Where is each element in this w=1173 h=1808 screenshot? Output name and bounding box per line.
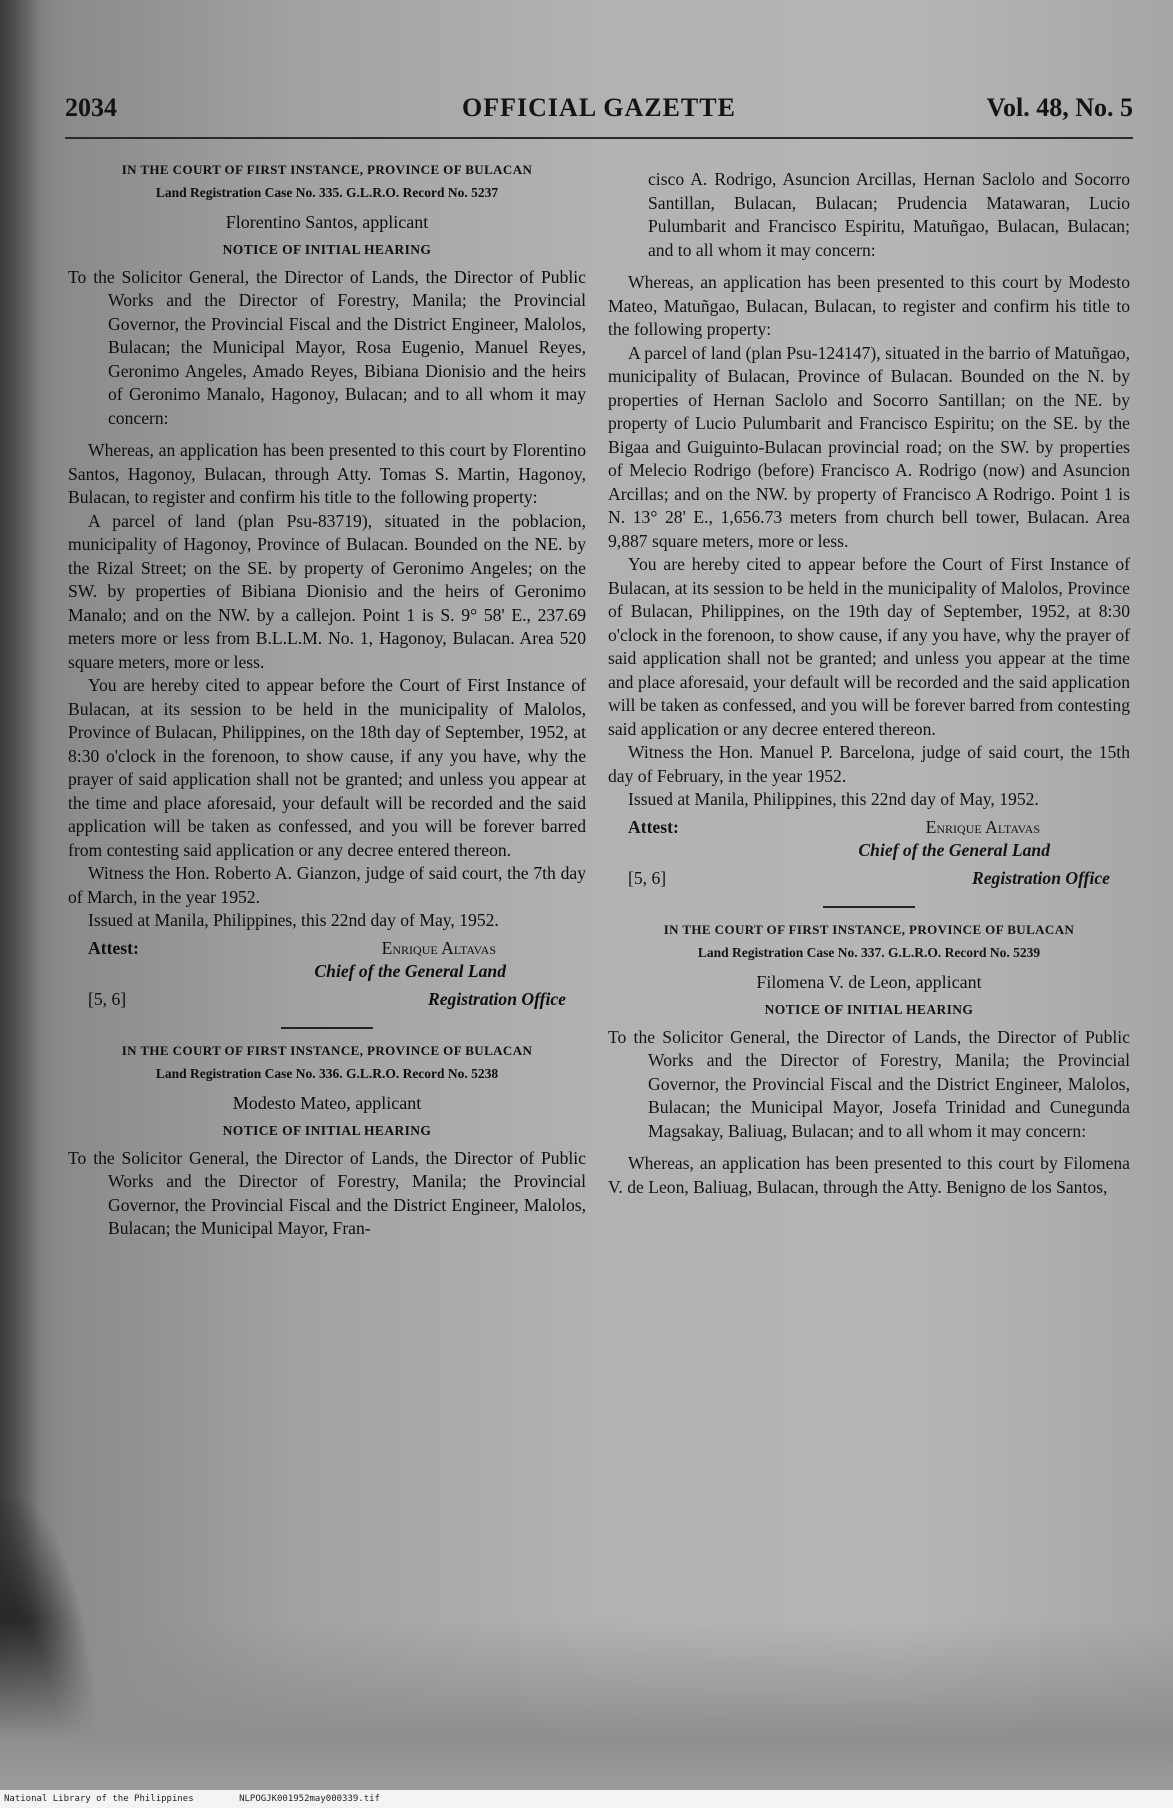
paragraph-citation: You are hereby cited to appear before the Court of First Instance of Bulacan, at its session to be held in the municipality of Malolos, Province of Bulacan, Philippines, on the 18th day of September, 1952, at 8:30 o'clock in the forenoon, to show cause, if any you have, why the prayer of said application shall not be granted; and unless you appear at the time and place aforesaid, your default will be recorded and the said application will be taken as confessed, and you will be forever barred from contesting said application or any decree entered thereon.	[68, 675, 586, 860]
attest-title-1: Chief of the General Land	[858, 840, 1050, 860]
publication-title: OFFICIAL GAZETTE	[462, 93, 736, 122]
notice-336	[68, 1043, 586, 1241]
page-number: 2034	[65, 93, 117, 122]
section-divider	[281, 1027, 373, 1029]
applicant-line: Modesto Mateo, applicant	[232, 1092, 422, 1113]
paragraph-issued: Issued at Manila, Philippines, this 22nd day of May, 1952.	[628, 789, 1039, 809]
paragraph-application: Whereas, an application has been presented to this court by Florentino Santos, Hagonoy, Bulacan, through Atty. Tomas S. Martin, Hagonoy, Bulacan, to register and confirm his title to the following property:	[68, 440, 586, 507]
footer-library: National Library of the Philippines	[4, 1794, 194, 1804]
attest-title-2: Registration Office	[972, 867, 1110, 888]
paragraph-application: Whereas, an application has been presented to this court by Filomena V. de Leon, Baliuag, Bulacan, through the Atty. Benigno de los Santos,	[608, 1153, 1130, 1197]
addressees-part-2: cisco A. Rodrigo, Asuncion Arcillas, Hernan Saclolo and Socorro Santillan, Bulacan, Bulacan; Prudencia Matawaran, Lucio Pulumbarit and Francisco Espiritu, Matuñgao, Bulacan, Bulacan; and to all whom it may concern:	[648, 169, 1130, 260]
addressees-part-1: To the Solicitor General, the Director of Lands, the Director of Public Works and the Director of Forestry, Manila; the Provincial Governor, the Provincial Fiscal and the District Engineer, Malolos, Bulacan; the Municipal Mayor, Fran-	[68, 1147, 586, 1238]
paragraph-property: A parcel of land (plan Psu-124147), situated in the barrio of Matuñgao, municipality of Bulacan, Province of Bulacan. Bounded on the N. by properties of Hernan Saclolo and Socorro Santillan; on the NE. by property of Lucio Pulumbarit and Francisco Espiritu; on the SE. by the Bigaa and Guiguinto-Bulacan provincial road; on the SW. by properties of Melecio Rodrigo (before) Francisco A. Rodrigo (now) and Asuncion Arcillas; and on the NW. by property of Francisco A Rodrigo. Point 1 is N. 13° 28' E., 1,656.73 meters from church bell tower, Bulacan. Area 9,887 square meters, more or less.	[608, 342, 1130, 551]
attest-name: Enrique Altavas	[925, 816, 1040, 837]
issue-ref: [5, 6]	[628, 867, 667, 888]
case-number: Land Registration Case No. 336. G.L.R.O. Record No. 5238	[155, 1066, 499, 1081]
case-number: Land Registration Case No. 337. G.L.R.O. Record No. 5239	[697, 945, 1041, 960]
left-column	[68, 158, 586, 1241]
paragraph-application: Whereas, an application has been presented to this court by Modesto Mateo, Matuñgao, Bulacan, Bulacan, to register and confirm his title to the following property:	[608, 272, 1130, 339]
attest-title-2: Registration Office	[428, 988, 566, 1009]
notice-335	[68, 162, 586, 1029]
notice-title: NOTICE OF INITIAL HEARING	[764, 1002, 974, 1017]
issue-ref: [5, 6]	[88, 988, 127, 1009]
paragraph-witness: Witness the Hon. Roberto A. Gianzon, judge of said court, the 7th day of March, in the year 1952.	[68, 863, 586, 907]
notice-title: NOTICE OF INITIAL HEARING	[222, 1123, 432, 1138]
attest-name: Enrique Altavas	[381, 937, 496, 958]
footer-file: NLPOGJK001952may000339.tif	[239, 1794, 380, 1804]
attest-label: Attest:	[88, 937, 139, 958]
volume-number: Vol. 48, No. 5	[986, 93, 1133, 122]
applicant-line: Florentino Santos, applicant	[225, 211, 429, 232]
header-rule	[65, 137, 1133, 139]
right-column	[608, 168, 1130, 1199]
paragraph-issued: Issued at Manila, Philippines, this 22nd day of May, 1952.	[88, 910, 499, 930]
applicant-line: Filomena V. de Leon, applicant	[756, 971, 982, 992]
scan-footer	[0, 1790, 1173, 1808]
scan-shadow-bottom	[0, 1620, 1173, 1790]
court-heading: IN THE COURT OF FIRST INSTANCE, PROVINCE OF BULACAN	[121, 1043, 533, 1058]
attest-block	[608, 816, 1130, 891]
paragraph-witness: Witness the Hon. Manuel P. Barcelona, judge of said court, the 15th day of February, in the year 1952.	[608, 742, 1130, 786]
notice-title: NOTICE OF INITIAL HEARING	[222, 242, 432, 257]
court-heading: IN THE COURT OF FIRST INSTANCE, PROVINCE OF BULACAN	[121, 162, 533, 177]
case-number: Land Registration Case No. 335. G.L.R.O. Record No. 5237	[155, 185, 499, 200]
attest-label: Attest:	[628, 816, 679, 837]
addressees: To the Solicitor General, the Director of Lands, the Director of Public Works and the Director of Forestry, Manila; the Provincial Governor, the Provincial Fiscal and the District Engineer, Malolos, Bulacan; the Municipal Mayor, Rosa Eugenio, Manuel Reyes, Geronimo Angeles, Amado Reyes, Bibiana Dionisio and the heirs of Geronimo Manalo, Hagonoy, Bulacan; and to all whom it may concern:	[68, 266, 586, 428]
attest-title-1: Chief of the General Land	[314, 961, 506, 981]
paragraph-citation: You are hereby cited to appear before the Court of First Instance of Bulacan, at its session to be held in the municipality of Malolos, Province of Bulacan, Philippines, on the 19th day of September, 1952, at 8:30 o'clock in the forenoon, to show cause, if any you have, why the prayer of said application shall not be granted; and unless you appear at the time and place aforesaid, your default will be recorded and the said application will be taken as confessed, and you will be forever barred from contesting said application or any decree entered thereon.	[608, 554, 1130, 739]
addressees: To the Solicitor General, the Director of Lands, the Director of Public Works and the Director of Forestry, Manila; the Provincial Governor, the Provincial Fiscal and the District Engineer, Malolos, Bulacan; the Municipal Mayor, Josefa Trinidad and Cunegunda Magsakay, Baliuag, Bulacan; and to all whom it may concern:	[608, 1026, 1130, 1141]
section-divider	[823, 906, 915, 908]
notice-337	[608, 922, 1130, 1199]
attest-block	[68, 937, 586, 1012]
paragraph-property: A parcel of land (plan Psu-83719), situated in the poblacion, municipality of Hagonoy, Province of Bulacan. Bounded on the NE. by the Rizal Street; on the SE. by property of Geronimo Angeles; on the SW. by properties of Bibiana Dionisio and the heirs of Geronimo Manalo; and on the NW. by a callejon. Point 1 is S. 9° 58' E., 237.69 meters more or less from B.L.L.M. No. 1, Hagonoy, Bulacan. Area 520 square meters, more or less.	[68, 510, 586, 672]
court-heading: IN THE COURT OF FIRST INSTANCE, PROVINCE OF BULACAN	[663, 922, 1075, 937]
page-header	[65, 93, 1133, 133]
